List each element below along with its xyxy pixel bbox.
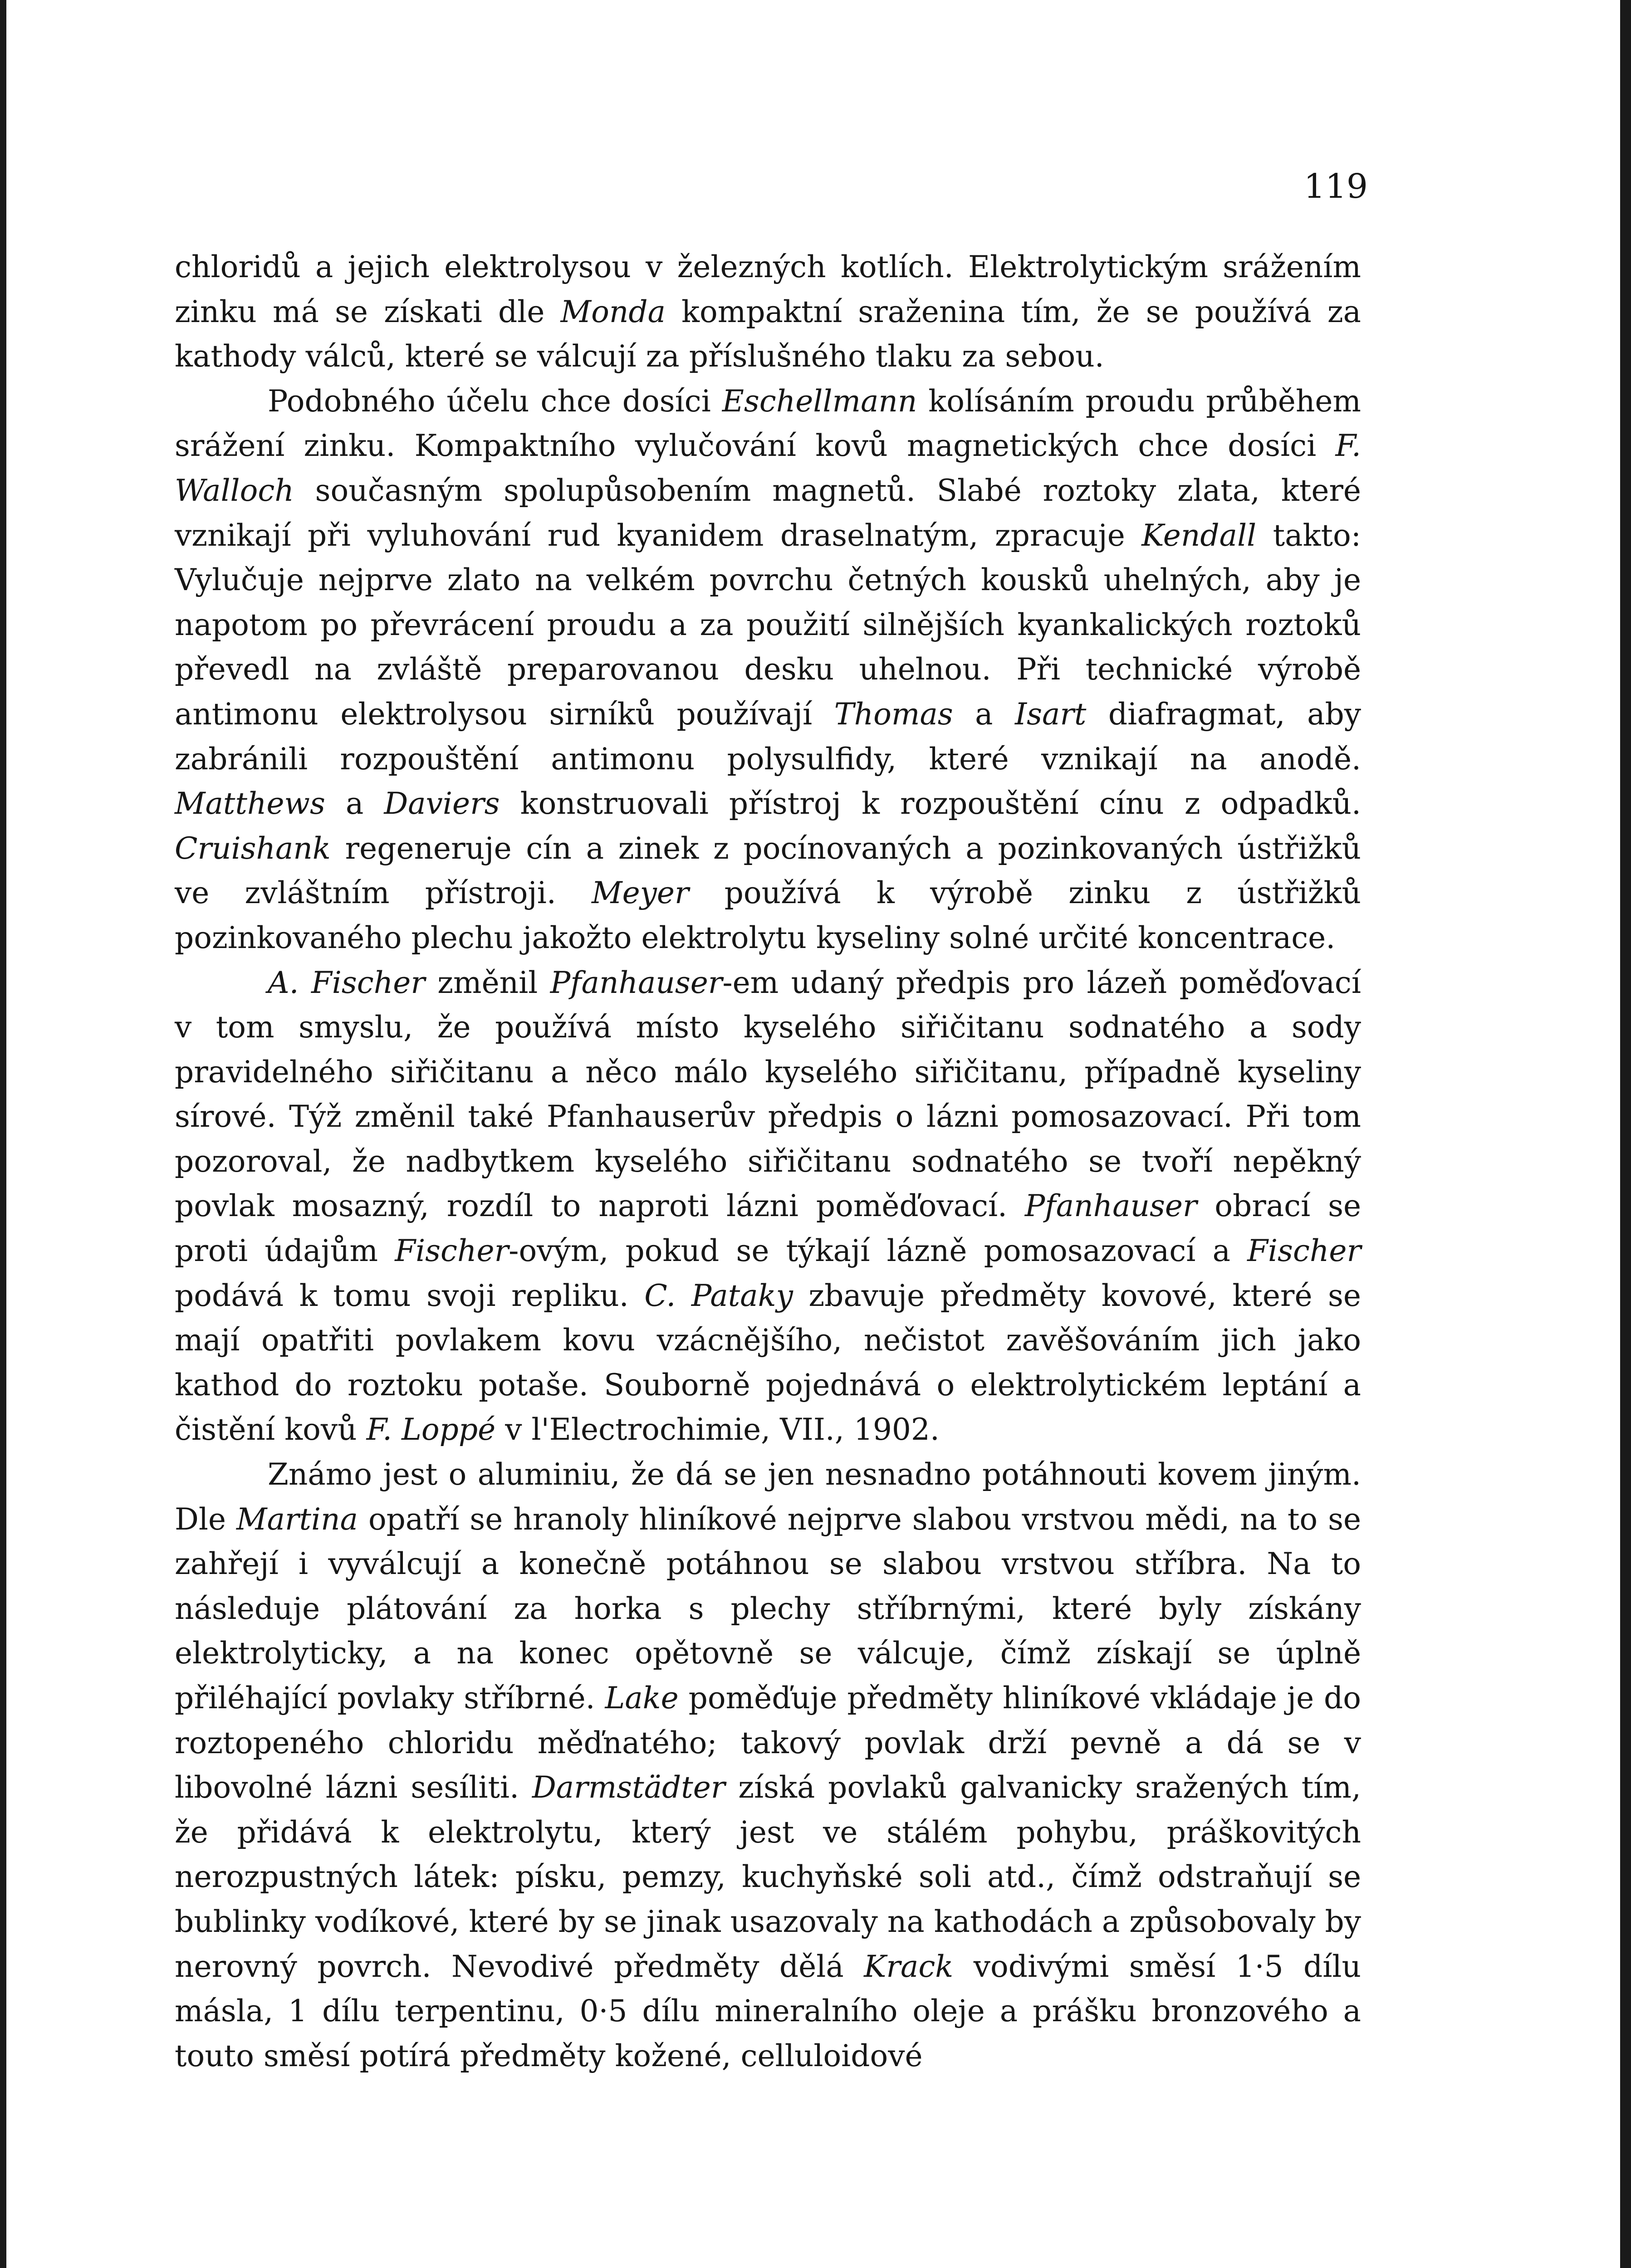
author-name: Krack xyxy=(864,1949,954,1984)
author-name: Fischer xyxy=(395,1233,509,1269)
body-text xyxy=(175,245,1361,2078)
author-name: Darmstädter xyxy=(532,1770,725,1805)
author-name: Fischer xyxy=(1247,1233,1361,1269)
text-run: a xyxy=(953,696,1015,732)
text-run: regeneruje cín a zinek z pocínovaných a pozinkovaných ústřižků ve zvláštním přístroji. xyxy=(175,831,1361,911)
author-name: Lake xyxy=(605,1681,679,1716)
author-name: F. Loppé xyxy=(366,1412,496,1447)
text-run: používá k výrobě zinku z ústřižků pozinkovaného plechu jakožto elektrolytu kyseliny solné určité koncentrace. xyxy=(175,875,1361,955)
author-name: Eschellmann xyxy=(722,383,917,419)
author-name: Cruishank xyxy=(175,831,331,866)
text-run: Známo jest o aluminiu, že dá se jen nesnadno potáhnouti kovem jiným. Dle xyxy=(175,1457,1361,1537)
author-name: Martina xyxy=(236,1501,358,1537)
page-number: 119 xyxy=(1303,167,1368,206)
text-run: takto: Vylučuje nejprve zlato na velkém povrchu četných kousků uhelných, aby je napotom po převrácení proudu a za použití silnějších kyankalických roztoků převedl na zvláště preparovanou desku uhelnou. Při technické výrobě antimonu elektrolysou sirníků používají xyxy=(175,518,1362,732)
text-run: poměďuje předměty hliníkové vkládaje je do roztopeného chloridu měďnatého; takový povlak drží pevně a dá se v libovolné lázni sesíliti. xyxy=(175,1681,1361,1805)
text-run: kolísáním proudu průběhem srážení zinku. Kompaktního vylučování kovů magnetických chce dosíci xyxy=(175,383,1361,464)
author-name: Pfanhauser xyxy=(1024,1188,1197,1224)
text-run: podává k tomu svoji repliku. xyxy=(175,1278,645,1313)
text-run: kompaktní sraženina tím, že se používá za kathody válců, které se válcují za příslušného tlaku za sebou. xyxy=(175,294,1361,374)
text-run: v l'Electrochimie, VII., 1902. xyxy=(495,1412,940,1447)
text-run: -ovým, pokud se týkají lázně pomosazovací a xyxy=(509,1233,1248,1269)
text-run: -em udaný předpis pro lázeň poměďovací v tom smyslu, že používá místo kyselého siřičitanu sodnatého a sody pravidelného siřičitanu a něco málo kyselého siřičitanu, případně kyseliny sírové. Týž změnil také Pfanhauserův předpis o lázni pomosazovací. Při tom pozoroval, že nadbytkem kyselého siřičitanu sodnatého se tvoří nepěkný povlak mosazný, rozdíl to naproti lázni poměďovací. xyxy=(175,965,1361,1224)
text-run: Podobného účelu chce dosíci xyxy=(268,383,722,419)
author-name: Matthews xyxy=(175,786,325,821)
author-name: Meyer xyxy=(592,875,689,911)
text-run: chloridů a jejich elektrolysou v železných kotlích. Elektrolytickým srážením zinku má se získati dle xyxy=(175,249,1361,329)
author-name: A. Fischer xyxy=(268,965,425,1000)
paragraph xyxy=(175,961,1361,1453)
author-name: Kendall xyxy=(1141,518,1257,553)
text-run: zbavuje předměty kovové, které se mají opatřiti povlakem kovu vzácnějšího, nečistot zavěšováním jich jako kathod do roztoku potaše. Souborně pojednává o elektrolytickém leptání a čistění kovů xyxy=(175,1278,1361,1447)
text-run: změnil xyxy=(425,965,550,1000)
author-name: Daviers xyxy=(384,786,500,821)
text-run: vodivými směsí 1·5 dílu másla, 1 dílu terpentinu, 0·5 dílu mineralního oleje a prášku bronzového a touto směsí potírá předměty kožené, celluloidové xyxy=(175,1949,1361,2073)
paragraph xyxy=(175,1452,1361,2078)
author-name: Isart xyxy=(1015,696,1087,732)
text-run: opatří se hranoly hliníkové nejprve slabou vrstvou mědi, na to se zahřejí i vyválcují a konečně potáhnou se slabou vrstvou stříbra. Na to následuje plátování za horka s plechy stříbrnými, které byly získány elektrolyticky, a na konec opětovně se válcuje, čímž získají se úplně přiléhající povlaky stříbrné. xyxy=(175,1501,1361,1716)
text-run: získá povlaků galvanicky sražených tím, že přidává k elektrolytu, který jest ve stálém pohybu, práškovitých nerozpustných látek: písku, pemzy, kuchyňské soli atd., čímž odstraňují se bublinky vodíkové, které by se jinak usazovaly na kathodách a způsobovaly by nerovný povrch. Nevodivé předměty dělá xyxy=(175,1770,1361,1984)
author-name: F. Walloch xyxy=(175,428,1361,508)
paragraph xyxy=(175,379,1361,961)
author-name: Pfanhauser xyxy=(550,965,723,1000)
author-name: C. Pataky xyxy=(644,1278,793,1313)
author-name: Monda xyxy=(560,294,666,329)
text-run: a xyxy=(325,786,384,821)
text-run: konstruovali přístroj k rozpouštění cínu z odpadků. xyxy=(500,786,1361,821)
text-run: současným spolupůsobením magnetů. Slabé roztoky zlata, které vznikají při vyluhování rud kyanidem draselnatým, zpracuje xyxy=(175,473,1361,553)
scan-border-left xyxy=(0,0,6,2268)
text-run: obrací se proti údajům xyxy=(175,1188,1362,1269)
paragraph xyxy=(175,245,1361,379)
scan-border-right xyxy=(1620,0,1631,2268)
author-name: Thomas xyxy=(834,696,953,732)
text-run: diafragmat, aby zabránili rozpouštění antimonu polysulfidy, které vznikají na anodě. xyxy=(175,696,1362,777)
